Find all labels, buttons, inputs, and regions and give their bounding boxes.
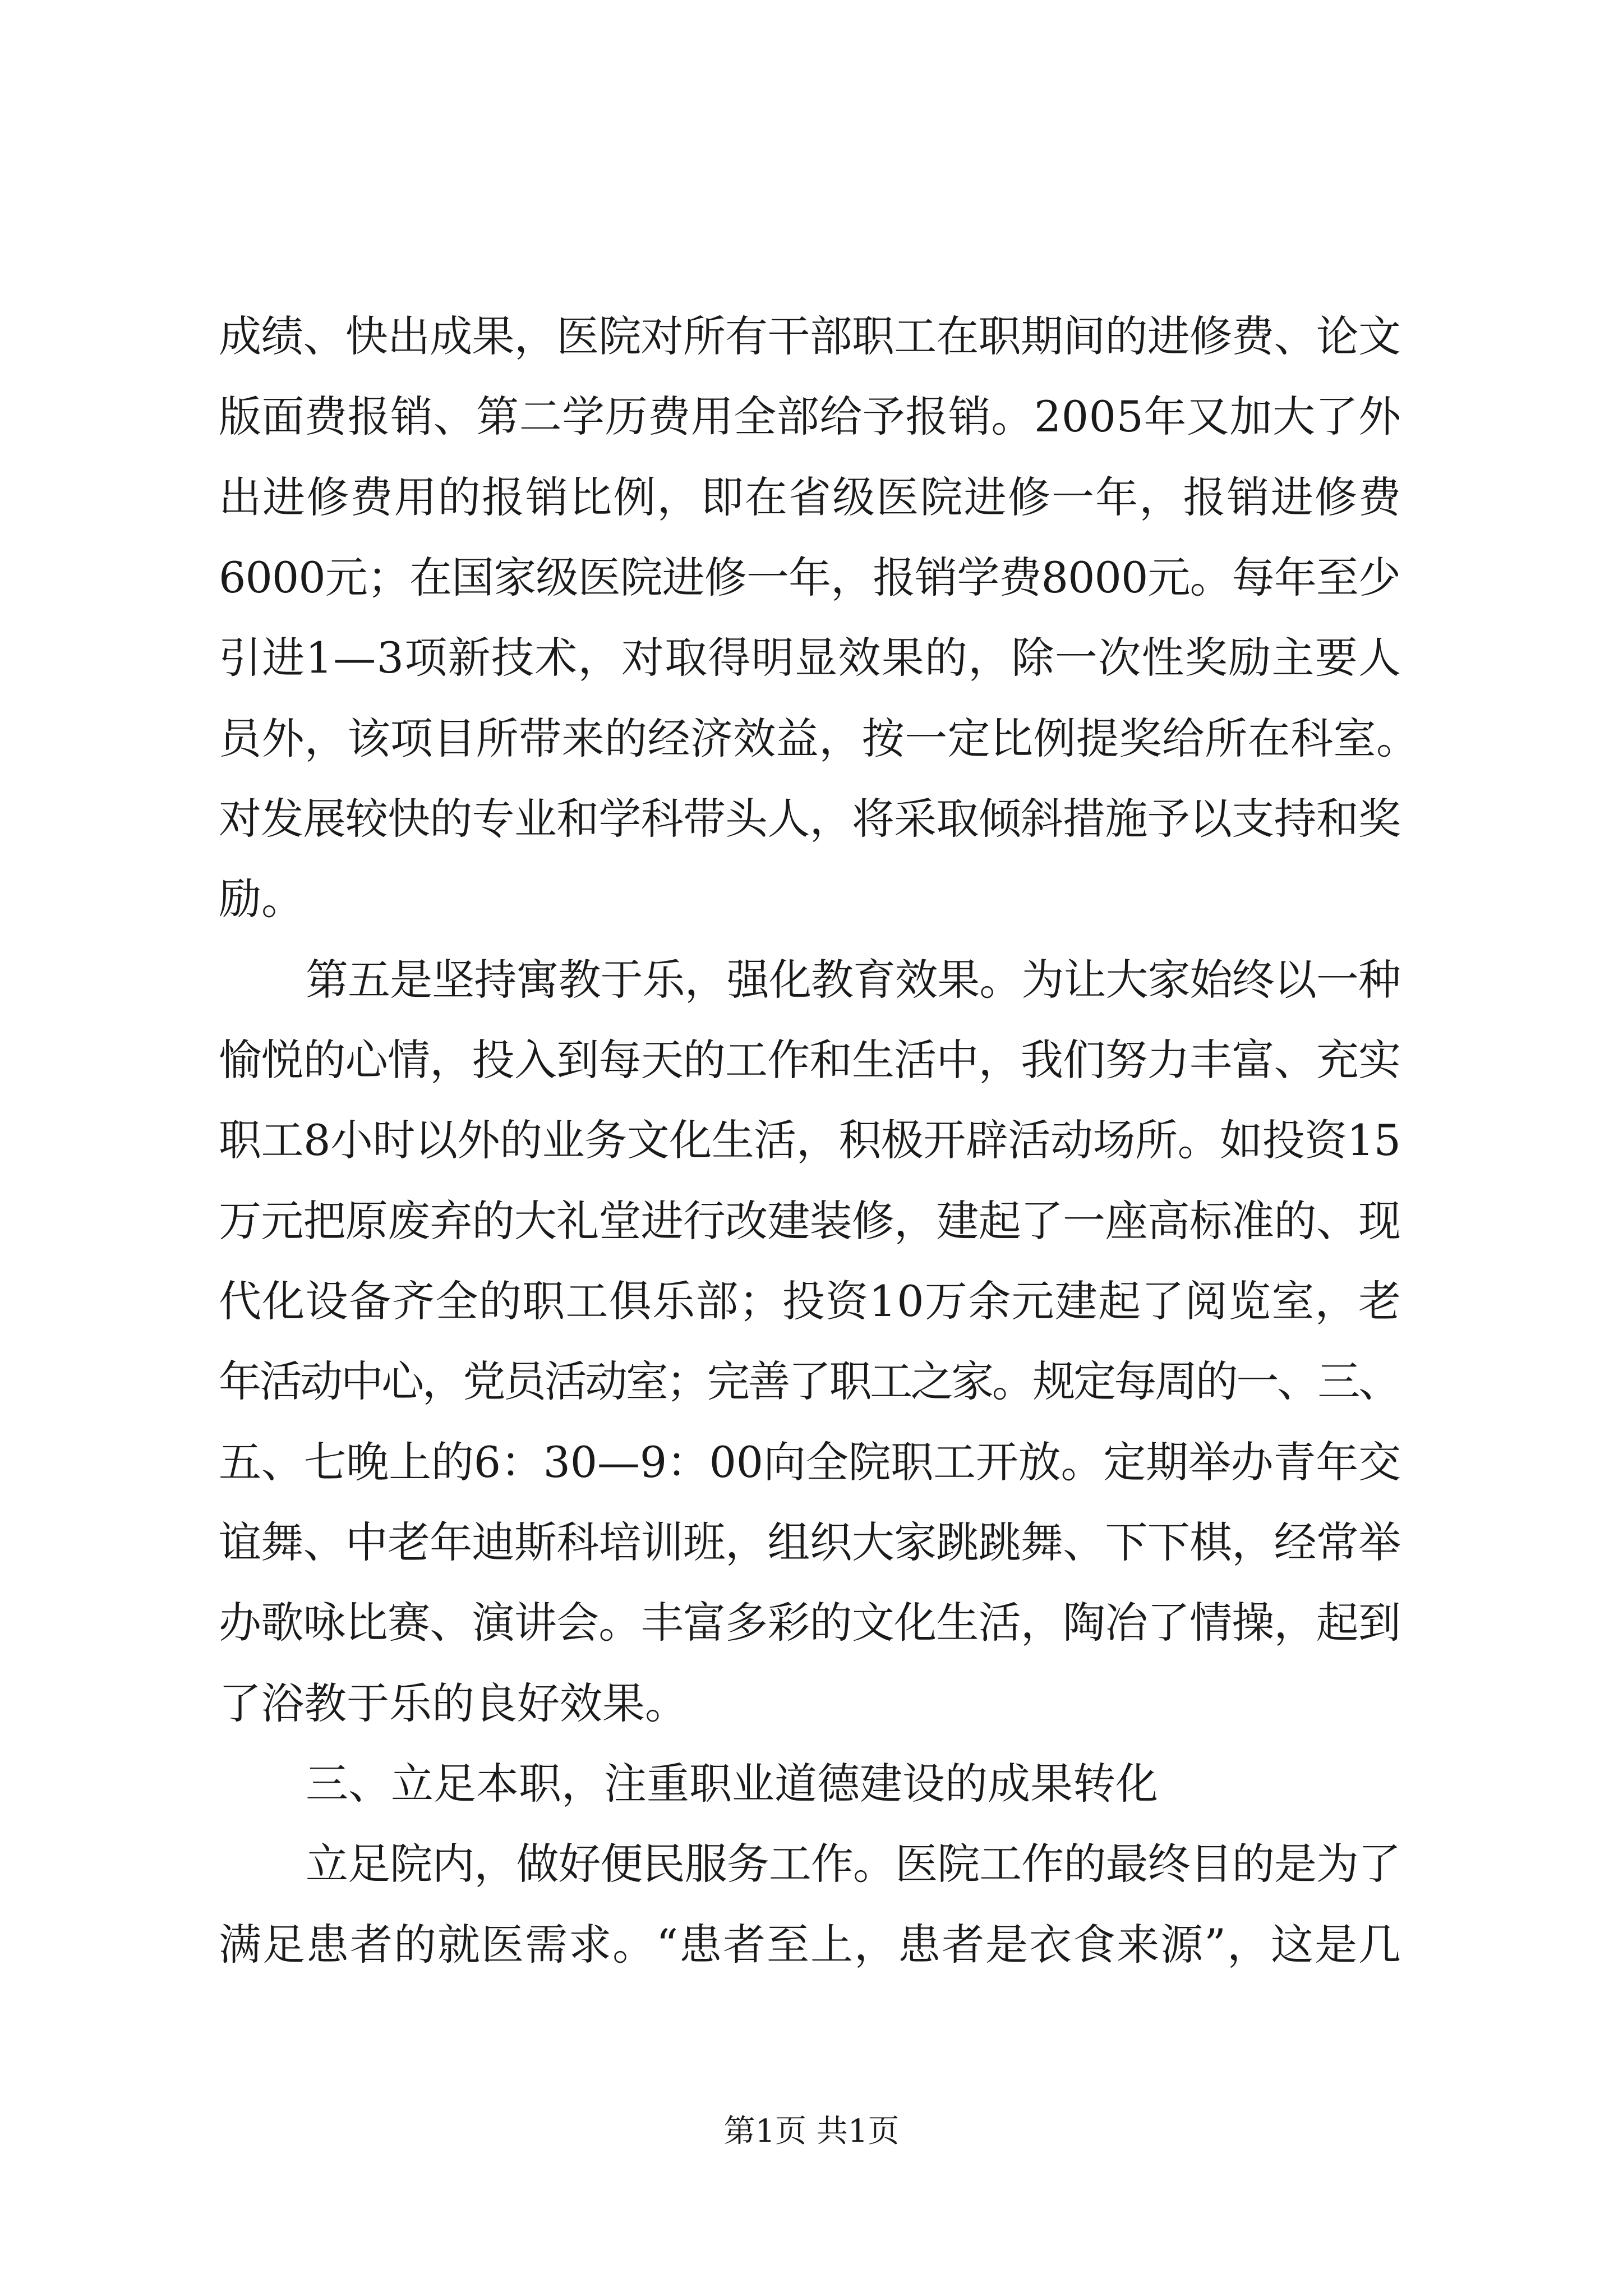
text-line (0, 1581, 1623, 1665)
text-line-content: 了浴教于乐的良好效果。 (219, 1678, 688, 1728)
text-line (0, 938, 1623, 1022)
text-line-content: 三、立足本职，注重职业道德建设的成果转化 (306, 1759, 1158, 1809)
text-line (0, 1259, 1623, 1343)
text-line (0, 1501, 1623, 1585)
text-line-content: 引进1—3项新技术，对取得明显效果的，除一次性奖励主要人 (219, 633, 1402, 683)
text-line (0, 777, 1623, 861)
text-line (0, 1822, 1623, 1906)
text-line-content: 对发展较快的专业和学科带头人，将采取倾斜措施予以支持和奖 (219, 794, 1401, 844)
text-line-content: 职工8小时以外的业务文化生活，积极开辟活动场所。如投资15 (219, 1115, 1401, 1165)
text-line-content: 愉悦的心情，投入到每天的工作和生活中，我们努力丰富、充实 (219, 1035, 1401, 1085)
text-line (0, 857, 1623, 941)
text-line (0, 697, 1623, 781)
page-footer: 第1页 共1页 (723, 2113, 900, 2150)
text-line (0, 1340, 1623, 1424)
text-line (0, 375, 1623, 459)
text-line-content: 员外，该项目所带来的经济效益，按一定比例提奖给所在科室。 (219, 714, 1419, 763)
text-line-content: 第五是坚持寓教于乐，强化教育效果。为让大家始终以一种 (306, 955, 1401, 1005)
text-line (0, 1179, 1623, 1263)
text-line (0, 1420, 1623, 1504)
text-line-content: 6000元；在国家级医院进修一年，报销学费8000元。每年至少 (219, 553, 1401, 602)
text-line (0, 455, 1623, 540)
text-line (0, 1662, 1623, 1746)
text-line-content: 代化设备齐全的职工俱乐部；投资10万余元建起了阅览室，老 (219, 1276, 1402, 1326)
text-line (0, 1098, 1623, 1182)
text-line-content: 年活动中心，党员活动室；完善了职工之家。规定每周的一、三、 (219, 1356, 1399, 1406)
text-line-content: 办歌咏比赛、演讲会。丰富多彩的文化生活，陶冶了情操，起到 (219, 1598, 1401, 1648)
text-line (0, 1742, 1623, 1826)
text-line-content: 满足患者的就医需求。“患者至上，患者是衣食来源”，这是几 (219, 1920, 1402, 1970)
text-line-content: 版面费报销、第二学历费用全部给予报销。2005年又加大了外 (219, 392, 1401, 441)
text-line (0, 295, 1623, 379)
text-line (0, 616, 1623, 700)
text-line (0, 1903, 1623, 1987)
text-line-content: 立足院内，做好便民服务工作。医院工作的最终目的是为了 (306, 1839, 1401, 1889)
text-line (0, 536, 1623, 620)
text-line-content: 万元把原废弃的大礼堂进行改建装修，建起了一座高标准的、现 (219, 1196, 1401, 1246)
text-line-content: 成绩、快出成果，医院对所有干部职工在职期间的进修费、论文 (219, 311, 1401, 361)
text-line-content: 出进修费用的报销比例，即在省级医院进修一年，报销进修费 (219, 472, 1403, 522)
text-line-content: 谊舞、中老年迪斯科培训班，组织大家跳跳舞、下下棋，经常举 (219, 1517, 1401, 1567)
text-line (0, 1018, 1623, 1102)
text-line-content: 五、七晚上的6：30—9：00向全院职工开放。定期举办青年交 (219, 1437, 1401, 1487)
text-line-content: 励。 (219, 874, 304, 924)
